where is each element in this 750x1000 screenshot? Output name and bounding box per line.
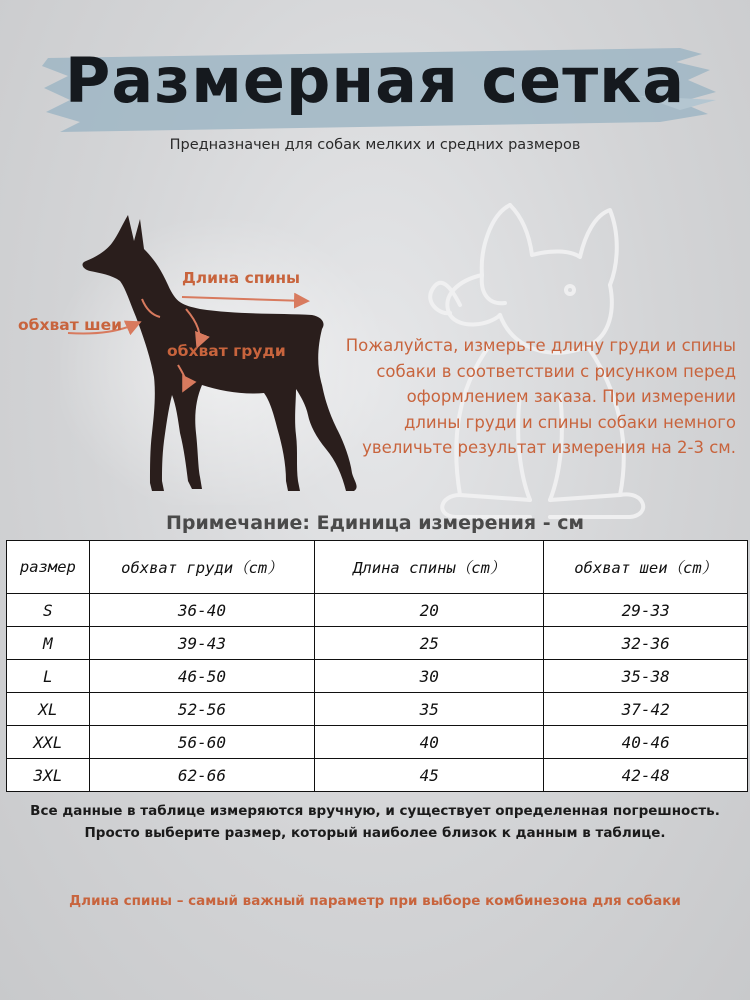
cell-chest: 46-50 xyxy=(89,660,314,693)
cell-size: 3XL xyxy=(7,759,90,792)
header-chest: обхват груди（cm） xyxy=(89,541,314,594)
cell-back: 45 xyxy=(315,759,544,792)
back-length-importance-note: Длина спины – самый важный параметр при выборе комбинезона для собаки xyxy=(69,893,681,909)
table-row xyxy=(7,660,748,693)
size-table xyxy=(6,540,748,792)
measurement-disclaimer: Все данные в таблице измеряются вручную, и существует определенная погрешность. Просто выберите размер, который наиболее близок к данным в таблице. xyxy=(30,803,720,841)
back-length-label: Длина спины xyxy=(182,269,301,287)
cell-back: 30 xyxy=(315,660,544,693)
chest-girth-label: обхват груди xyxy=(167,342,286,360)
cell-size: M xyxy=(7,627,90,660)
cell-back: 40 xyxy=(315,726,544,759)
unit-note: Примечание: Единица измерения - см xyxy=(165,512,585,534)
page-title: Размерная сетка xyxy=(64,44,686,117)
cell-chest: 56-60 xyxy=(89,726,314,759)
header-back: Длина спины（cm） xyxy=(315,541,544,594)
table-row xyxy=(7,594,748,627)
table-row xyxy=(7,759,748,792)
cell-neck: 42-48 xyxy=(544,759,748,792)
table-header-row xyxy=(7,541,748,594)
table-row xyxy=(7,693,748,726)
cell-neck: 35-38 xyxy=(544,660,748,693)
cell-chest: 39-43 xyxy=(89,627,314,660)
header-size: размер xyxy=(7,541,90,594)
cell-neck: 37-42 xyxy=(544,693,748,726)
cell-back: 20 xyxy=(315,594,544,627)
cell-chest: 62-66 xyxy=(89,759,314,792)
cell-size: S xyxy=(7,594,90,627)
table-row xyxy=(7,627,748,660)
measurement-instruction: Пожалуйста, измерьте длину груди и спины собаки в соответствии с рисунком перед оформлением заказа. При измерении длины груди и спины собаки немного увеличьте результат измерения на 2-3 см. xyxy=(345,336,736,457)
cell-neck: 32-36 xyxy=(544,627,748,660)
cell-size: XXL xyxy=(7,726,90,759)
neck-girth-label: обхват шеи xyxy=(18,316,122,334)
cell-back: 35 xyxy=(315,693,544,726)
cell-chest: 36-40 xyxy=(89,594,314,627)
page-subtitle: Предназначен для собак мелких и средних размеров xyxy=(169,137,581,153)
cell-neck: 40-46 xyxy=(544,726,748,759)
cell-back: 25 xyxy=(315,627,544,660)
cell-size: XL xyxy=(7,693,90,726)
cell-size: L xyxy=(7,660,90,693)
cell-chest: 52-56 xyxy=(89,693,314,726)
table-row xyxy=(7,726,748,759)
header-neck: обхват шеи（cm） xyxy=(544,541,748,594)
cell-neck: 29-33 xyxy=(544,594,748,627)
